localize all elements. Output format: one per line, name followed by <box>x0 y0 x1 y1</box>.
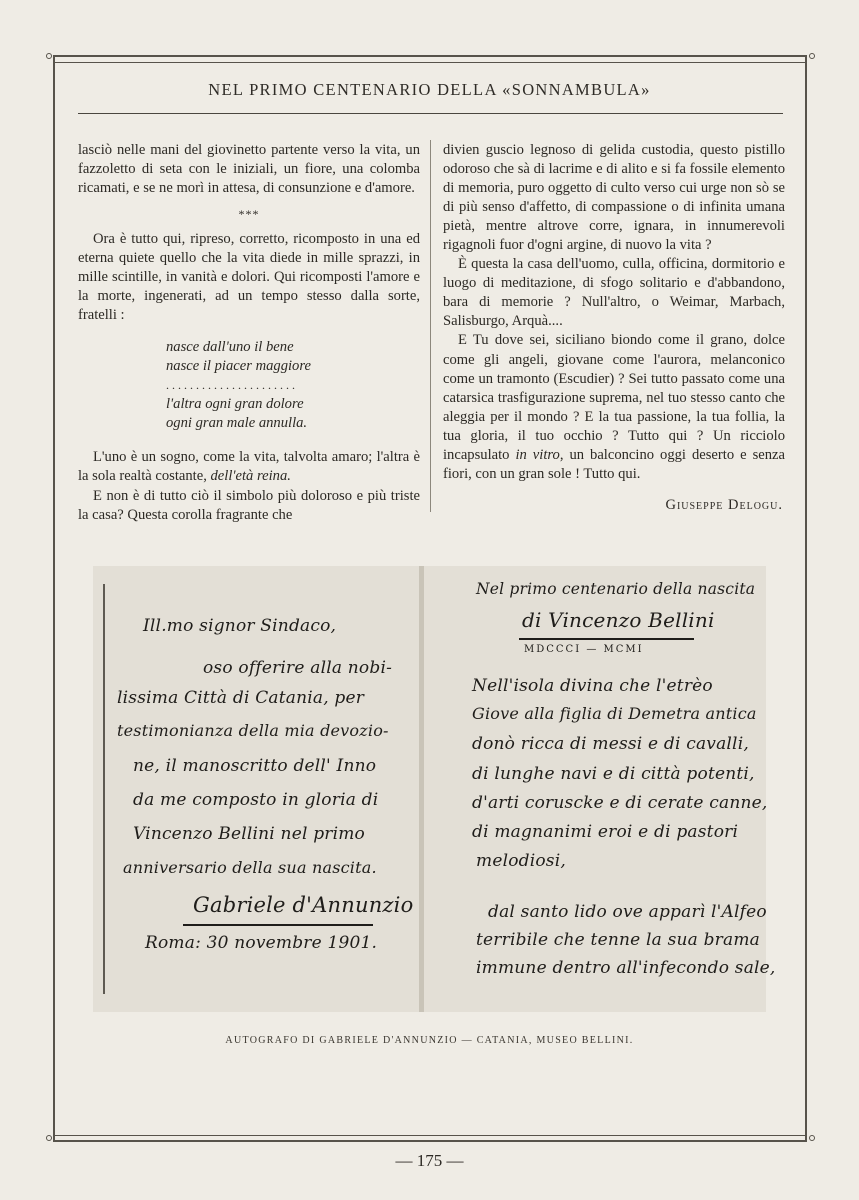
verse-ellipsis: ...................... <box>166 378 298 393</box>
handwritten-title: di Vincenzo Bellini <box>522 608 715 632</box>
photo-caption: AUTOGRAFO DI GABRIELE D'ANNUNZIO — CATANIA, MUSEO BELLINI. <box>225 1035 634 1046</box>
handwritten-line: Nel primo centenario della nascita <box>476 580 756 598</box>
frame-ornament-dot <box>809 53 815 59</box>
italic-phrase: in vitro <box>515 446 560 463</box>
italic-phrase: dell'età reina. <box>210 468 291 485</box>
handwritten-line: Giove alla figlia di Demetra antica <box>472 704 757 723</box>
paragraph-text: , un balconcino oggi deserto e senza fiori, con un gran sole ! Tutto qui. <box>443 446 785 482</box>
paragraph <box>443 331 785 483</box>
paragraph: divien guscio legnoso di gelida custodia, questo pistillo odoroso che sà di lacrime e di alito e si fa fossile elemento di memoria, puro oggetto di culto verso cui urge non sò se di più senso d'affetto, di compassione o di infinita umana pietà, mentre altrove corre, ignara, in innumerevoli rigagnoli fuor d'ogni argine, di nuovo la vita ? <box>443 142 785 254</box>
paragraph-text: L'uno è un sogno, come la vita, talvolta amaro; l'altra è la sola realtà costante, <box>78 449 420 485</box>
paragraph-text: E Tu dove sei, siciliano biondo come il grano, dolce come gli angeli, giovane come l'aurora, melanconico come un tramonto (Escudier) ? Sei tutto passato come una catarsica trasfigurazione suprema, nel tuo stesso canto che aleggia per il mondo ? E la tua passione, la tua follia, la tua gloria, il tuo occhio ? Tutto qui ? Un ricciolo incapsulato <box>443 332 785 463</box>
frame-top-line <box>53 55 807 57</box>
frame-left-line <box>53 55 55 1142</box>
signature-underline <box>183 924 373 926</box>
handwritten-line: lissima Città di Catania, per <box>117 688 365 708</box>
paragraph: lasciò nelle mani del giovinetto partente verso la vita, un fazzoletto di seta con le iniziali, un fiore, una colomba ricamati, e se ne morì in attesa, di consunzione e d'amore. <box>78 142 420 197</box>
frame-top-inner-line <box>53 62 807 63</box>
handwritten-dates: MDCCCI — MCMI <box>524 644 644 655</box>
handwritten-line: ne, il manoscritto dell' Inno <box>133 756 377 776</box>
handwritten-line: Ill.mo signor Sindaco, <box>143 616 337 636</box>
verse-line: nasce dall'uno il bene <box>166 339 294 356</box>
title-underline <box>519 638 694 640</box>
handwritten-line: melodiosi, <box>476 851 566 871</box>
section-break-asterisks: *** <box>238 207 260 222</box>
margin-pencil-line <box>103 584 105 994</box>
verse-quotation <box>166 338 420 433</box>
handwritten-line: Nell'isola divina che l'etrèo <box>472 676 713 696</box>
manuscript-photo <box>93 566 776 1012</box>
author-signature: Giuseppe Delogu. <box>665 496 783 513</box>
handwritten-line: dal santo lido ove apparì l'Alfeo <box>488 902 767 922</box>
verse-line: nasce il piacer maggiore <box>166 358 311 375</box>
handwritten-line: da me composto in gloria di <box>133 790 379 810</box>
handwritten-date: Roma: 30 novembre 1901. <box>145 933 378 953</box>
paragraph: È questa la casa dell'uomo, culla, officina, dormitorio e luogo di meditazione, di sfogo solitario e d'abbandono, bara di memorie ? Null'altro, o Weimar, Marbach, Salisburgo, Arquà.... <box>443 256 785 330</box>
manuscript-left-sheet <box>93 566 419 1012</box>
handwritten-line: d'arti coruscke e di cerate canne, <box>472 793 768 813</box>
page-number: — 175 — <box>395 1151 464 1170</box>
running-head-title: NEL PRIMO CENTENARIO DELLA «SONNAMBULA» <box>208 80 651 99</box>
handwritten-line: donò ricca di messi e di cavalli, <box>472 734 749 754</box>
frame-bottom-line <box>53 1135 807 1136</box>
paragraph: E non è di tutto ciò il simbolo più doloroso e più triste la casa? Questa corolla fragrante che <box>78 487 420 523</box>
frame-ornament-dot <box>46 1135 52 1141</box>
header-rule <box>78 113 783 114</box>
handwritten-line: immune dentro all'infecondo sale, <box>476 958 776 978</box>
frame-ornament-dot <box>809 1135 815 1141</box>
left-text-column <box>78 141 420 525</box>
handwritten-line: di lunghe navi e di città potenti, <box>472 764 755 784</box>
verse-line: ogni gran male annulla. <box>166 415 308 432</box>
handwritten-line: di magnanimi eroi e di pastori <box>472 822 739 842</box>
frame-right-line <box>805 55 807 1142</box>
paragraph <box>78 448 420 486</box>
right-text-column <box>443 141 785 515</box>
handwritten-line: terribile che tenne la sua brama <box>476 930 760 950</box>
verse-line: l'altra ogni gran dolore <box>166 396 304 413</box>
handwritten-line: oso offerire alla nobi- <box>203 658 393 678</box>
handwritten-line: anniversario della sua nascita. <box>123 858 377 877</box>
frame-ornament-dot <box>46 53 52 59</box>
paragraph: Ora è tutto qui, ripreso, corretto, ricomposto in una ed eterna quiete quello che la vita diede in mille sprazzi, in mille scintille, in vanità e dolori. Qui ricomposti l'amore e la morte, ingenerati, ad un tempo stesso dalla sorte, fratelli : <box>78 231 420 324</box>
handwritten-line: Vincenzo Bellini nel primo <box>133 824 365 844</box>
column-divider <box>430 140 431 512</box>
handwritten-line: testimonianza della mia devozio- <box>117 721 389 740</box>
frame-bottom-inner-line <box>53 1140 807 1142</box>
manuscript-right-sheet <box>424 566 776 1012</box>
handwritten-signature: Gabriele d'Annunzio <box>193 893 414 917</box>
